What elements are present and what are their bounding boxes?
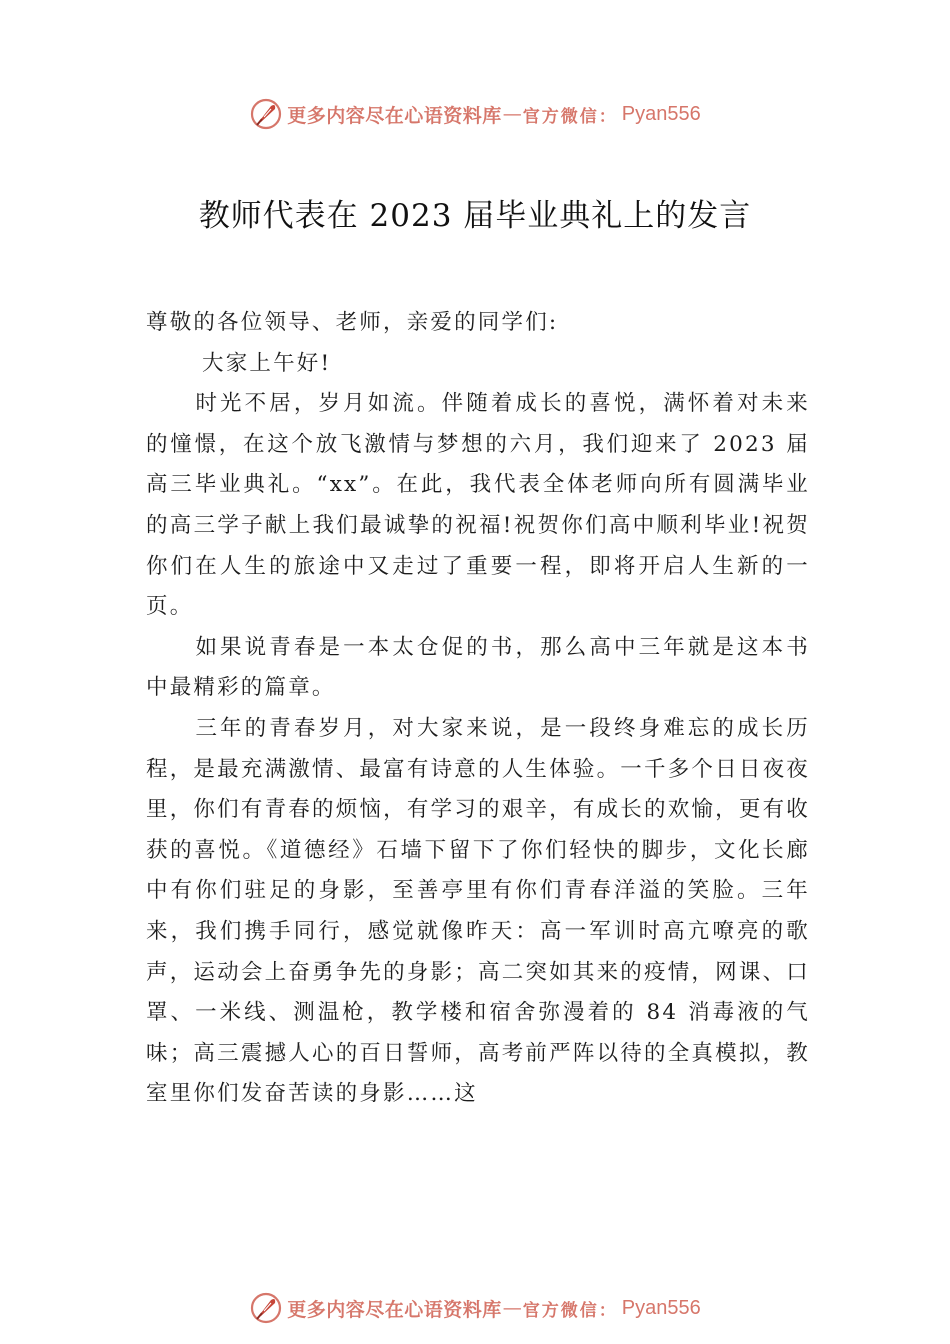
banner-slogan: 更多内容尽在心语资料库 — [287, 104, 502, 127]
greeting: 大家上午好! — [202, 350, 332, 376]
document-body — [146, 303, 810, 1115]
document-title: 教师代表在 2023 届毕业典礼上的发言 — [198, 198, 752, 234]
banner-dash: — — [502, 103, 522, 125]
feather-pen-circle-icon — [249, 97, 283, 131]
banner-wechat-id: Pyan556 — [621, 102, 701, 125]
banner-dash: — — [502, 1297, 522, 1319]
banner-wechat-label: 官方微信： — [522, 1300, 618, 1321]
header-banner — [0, 94, 950, 134]
banner-wechat-label: 官方微信： — [522, 106, 618, 127]
footer-banner — [0, 1288, 950, 1328]
paragraph: 如果说青春是一本太仓促的书，那么高中三年就是这本书中最精彩的篇章。 — [146, 634, 810, 701]
paragraph: 时光不居，岁月如流。伴随着成长的喜悦，满怀着对未来的憧憬，在这个放飞激情与梦想的六月，我们迎来了 2023 届高三毕业典礼。“xx”。在此，我代表全体老师向所有圆满毕业的高三学子献上我们最诚挚的祝福!祝贺你们高中顺利毕业!祝贺你们在人生的旅途中又走过了重要一程，即将开启人生新的一页。 — [146, 391, 810, 620]
banner-wechat-id: Pyan556 — [621, 1296, 701, 1319]
banner-slogan: 更多内容尽在心语资料库 — [287, 1298, 502, 1321]
paragraph: 三年的青春岁月，对大家来说，是一段终身难忘的成长历程，是最充满激情、最富有诗意的人生体验。一千多个日日夜夜里，你们有青春的烦恼，有学习的艰辛，有成长的欢愉，更有收获的喜悦。《道德经》石墙下留下了你们轻快的脚步，文化长廊中有你们驻足的身影，至善亭里有你们青春洋溢的笑脸。三年来，我们携手同行，感觉就像昨天：高一军训时高亢嘹亮的歌声，运动会上奋勇争先的身影；高二突如其来的疫情，网课、口罩、一米线、测温枪，教学楼和宿舍弥漫着的 84 消毒液的气味；高三震撼人心的百日誓师，高考前严阵以待的全真模拟，教室里你们发奋苦读的身影……这 — [146, 715, 810, 1107]
feather-pen-circle-icon — [249, 1291, 283, 1325]
salutation: 尊敬的各位领导、老师，亲爱的同学们: — [146, 310, 559, 335]
